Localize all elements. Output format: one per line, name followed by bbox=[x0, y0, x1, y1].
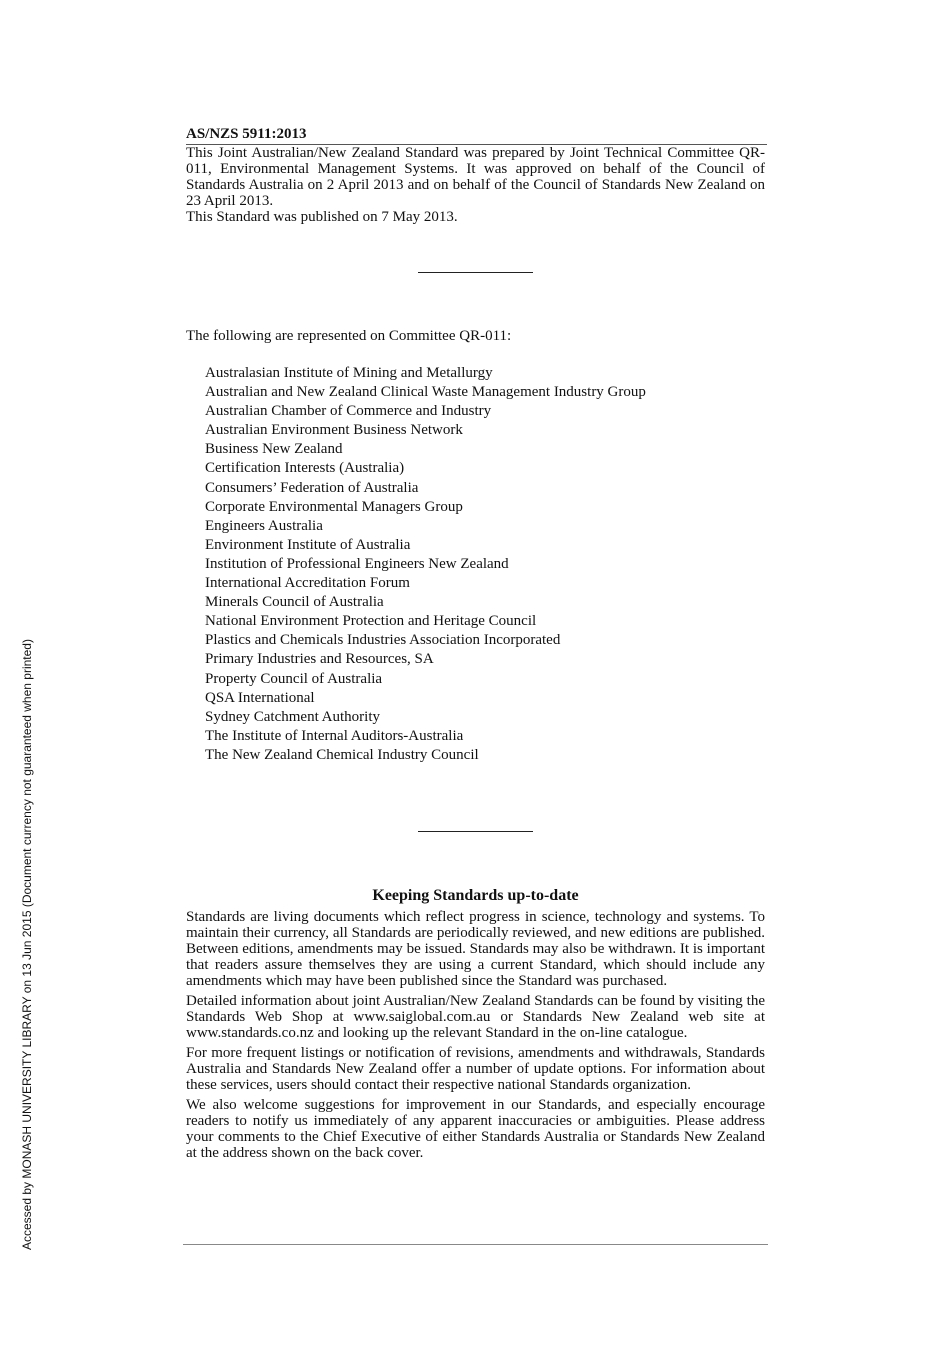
committee-member: Corporate Environmental Managers Group bbox=[205, 498, 463, 515]
committee-member: QSA International bbox=[205, 689, 315, 706]
committee-member: Consumers’ Federation of Australia bbox=[205, 479, 419, 496]
committee-member: Business New Zealand bbox=[205, 441, 343, 458]
publication-date-paragraph: This Standard was published on 7 May 2013. bbox=[186, 209, 458, 225]
committee-member: National Environment Protection and Heritage Council bbox=[205, 613, 537, 630]
committee-member: Institution of Professional Engineers New Zealand bbox=[205, 555, 509, 572]
body-paragraph: Detailed information about joint Australian/New Zealand Standards can be found by visiting the Standards Web Shop at www.saiglobal.com.au or Standards New Zealand web site at www.standards.co.nz and looking up the relevant Standard in the on-line catalogue. bbox=[186, 993, 765, 1041]
preparation-paragraph: This Joint Australian/New Zealand Standard was prepared by Joint Technical Committee QR-011, Environmental Management Systems. It was approved on behalf of the Council of Standards Australia on 2 April 2013 and on behalf of the Council of Standards New Zealand on 23 April 2013. bbox=[186, 145, 765, 209]
committee-member: Primary Industries and Resources, SA bbox=[205, 651, 434, 668]
committee-member: Property Council of Australia bbox=[205, 670, 383, 687]
committee-member: Minerals Council of Australia bbox=[205, 594, 384, 611]
committee-member: Australian Environment Business Network bbox=[205, 422, 463, 439]
committee-member: Certification Interests (Australia) bbox=[205, 460, 405, 477]
committee-member: Environment Institute of Australia bbox=[205, 536, 411, 553]
committee-member: Plastics and Chemicals Industries Association Incorporated bbox=[205, 632, 561, 649]
body-paragraph: Standards are living documents which reflect progress in science, technology and systems. To maintain their currency, all Standards are periodically reviewed, and new editions are published. Between editions, amendments may be issued. Standards may also be withdrawn. It is important that readers assure themselves they are using a current Standard, which should include any amendments which may have been published since the Standard was purchased. bbox=[186, 909, 765, 989]
committee-member: Australasian Institute of Mining and Metallurgy bbox=[205, 365, 493, 381]
committee-member-list bbox=[205, 364, 646, 765]
footer-rule bbox=[183, 1244, 768, 1245]
committee-member: Sydney Catchment Authority bbox=[205, 708, 380, 725]
access-watermark: Accessed by MONASH UNIVERSITY LIBRARY on 13 Jun 2015 (Document currency not guaranteed when printed) bbox=[20, 639, 34, 1250]
committee-member: The Institute of Internal Auditors-Australia bbox=[205, 727, 464, 744]
body-paragraph: For more frequent listings or notification of revisions, amendments and withdrawals, Standards Australia and Standards New Zealand offer a number of update options. For information about these services, users should contact their respective national Standards organization. bbox=[186, 1045, 765, 1093]
section-divider-1 bbox=[418, 272, 533, 273]
keeping-standards-heading: Keeping Standards up-to-date bbox=[372, 887, 579, 904]
body-paragraph: We also welcome suggestions for improvement in our Standards, and especially encourage readers to notify us immediately of any apparent inaccuracies or ambiguities. Please address your comments to the Chief Executive of either Standards Australia or Standards New Zealand at the address shown on the back cover. bbox=[186, 1097, 765, 1161]
preparation-statement bbox=[186, 145, 765, 225]
committee-member: The New Zealand Chemical Industry Council bbox=[205, 746, 479, 763]
keeping-standards-body bbox=[186, 909, 765, 1165]
committee-member: Engineers Australia bbox=[205, 517, 323, 534]
standard-identifier: AS/NZS 5911:2013 bbox=[186, 126, 307, 142]
committee-member: Australian Chamber of Commerce and Industry bbox=[205, 403, 492, 420]
section-divider-2 bbox=[418, 831, 533, 832]
committee-intro: The following are represented on Committee QR-011: bbox=[186, 328, 512, 344]
committee-member: International Accreditation Forum bbox=[205, 575, 410, 592]
document-page bbox=[186, 0, 765, 1345]
committee-member: Australian and New Zealand Clinical Waste Management Industry Group bbox=[205, 384, 646, 401]
